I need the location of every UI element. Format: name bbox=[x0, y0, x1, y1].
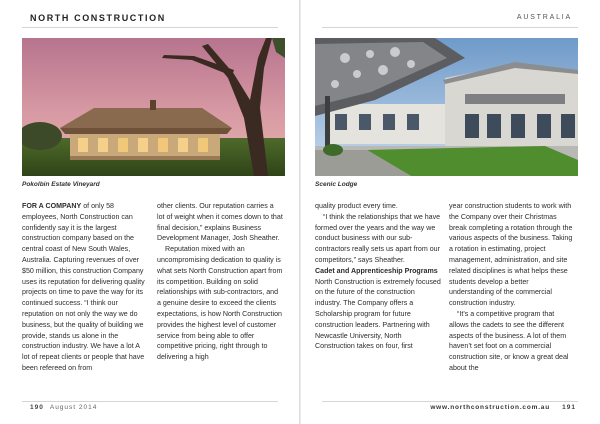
article-column-2 bbox=[157, 201, 283, 363]
article-paragraph bbox=[22, 201, 148, 374]
paragraph-text: of only 58 employees, North Construction can confidently say it is the largest construction company based on the central coast of New South Wales, Australia. Capturing revenues of over $50 million, this construction Company uses its reputation for delivering quality projects on time to pave the way for its continued success. “I think our reputation on not only the way we do business, but the quality of building we provide, stands us alone in the construction industry. We have a lot A lot of repeat clients or people that have been refereed on from bbox=[22, 202, 145, 372]
lodge-image bbox=[315, 38, 578, 176]
lead-in: FOR A COMPANY bbox=[22, 202, 82, 210]
header-rule bbox=[22, 27, 278, 28]
article-paragraph: other clients. Our reputation carries a lot of weight when it comes down to that final decision,” explains Business Development Manager, Josh Sheather. bbox=[157, 202, 283, 243]
vineyard-image bbox=[22, 38, 285, 176]
article-paragraph: year construction students to work with the Company over their Christmas break completing a rotation through the various aspects of the business. Taking a rotation in estimating, project management, administration, and site related disciplines is what helps these students develop a better understanding of the commercial construction industry. bbox=[449, 202, 573, 308]
article-paragraph: Reputation mixed with an uncompromising dedication to quality is what sets North Construction apart from its competition. Building on solid relationships with sub-contractors, and a genuine desire to exceed the clients expectations, is how North Construction provides the highest level of customer service from being able to offer competitive pricing, right through to delivering a high bbox=[157, 245, 283, 362]
article-paragraph: North Construction is extremely focused on the future of the construction industry. The Company offers a Scholarship program for future construction leaders. Partnering with Newcastle University, North Construction takes on four, first bbox=[315, 277, 441, 351]
vineyard-photo bbox=[22, 38, 285, 176]
header-rule bbox=[322, 27, 578, 28]
website-url: www.northconstruction.com.au bbox=[430, 404, 550, 411]
page-number: 190 bbox=[30, 404, 44, 411]
photo-caption: Scenic Lodge bbox=[315, 181, 358, 188]
folio-left bbox=[30, 404, 97, 411]
article-paragraph: quality product every time. bbox=[315, 202, 398, 210]
page-number: 191 bbox=[562, 404, 576, 411]
photo-caption: Pokolbin Estate Vineyard bbox=[22, 181, 100, 188]
article-column-3 bbox=[315, 201, 441, 352]
footer-rule bbox=[322, 401, 578, 402]
right-page bbox=[300, 0, 600, 424]
section-subhead: Cadet and Apprenticeship Programs bbox=[315, 266, 438, 275]
issue-date: August 2014 bbox=[49, 404, 98, 411]
article-column-1 bbox=[22, 201, 148, 374]
brand-title: NORTH CONSTRUCTION bbox=[30, 13, 166, 23]
article-column-4 bbox=[449, 201, 575, 374]
article-paragraph: “It’s a competitive program that allows the cadets to see the different aspects of the business. A lot of them haven’t set foot on a commercial construction site, or know a great deal about the bbox=[449, 309, 569, 372]
article-paragraph: “I think the relationships that we have formed over the years and the way we conduct business with our sub-contractors really sets us apart from our competitors,” says Sheather. bbox=[315, 212, 441, 264]
lodge-photo bbox=[315, 38, 578, 176]
region-label: AUSTRALIA bbox=[516, 14, 572, 21]
footer-rule bbox=[22, 401, 278, 402]
